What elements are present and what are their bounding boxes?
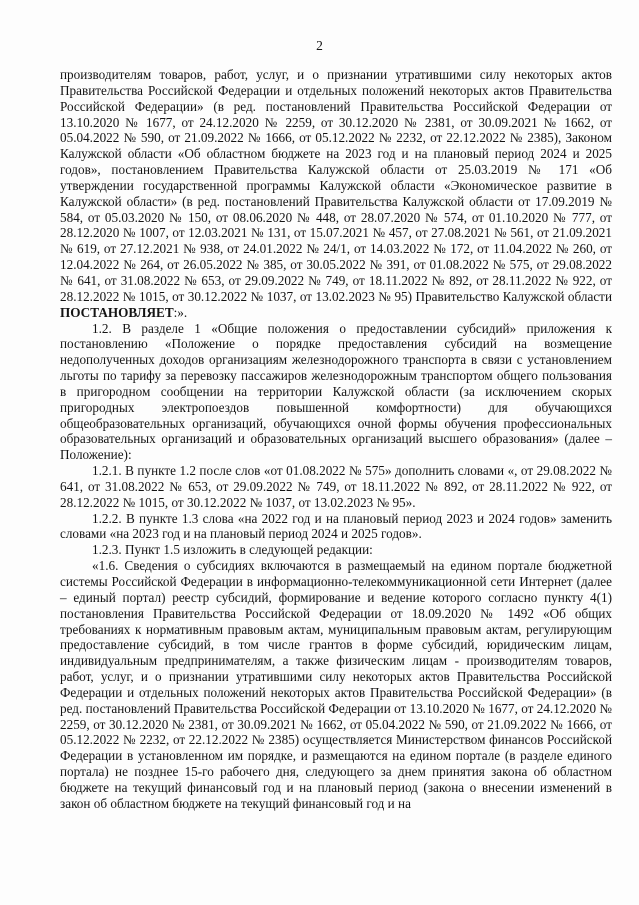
paragraph-1-2-1: 1.2.1. В пункте 1.2 после слов «от 01.08.2022 № 575» дополнить словами «, от 29.08.2022 № 641, от 31.08.2022 № 653, от 29.09.2022 № 749, от 18.11.2022 № 892, от 28.11.2022 № 922, от 28.12.2022 № 1015, от 30.12.2022 № 1037, от 13.02.2023 № 95». [60,463,612,510]
document-body [60,67,612,812]
paragraph-preamble-continuation [60,67,612,321]
preamble-tail: :». [173,304,188,320]
paragraph-1-2-3: 1.2.3. Пункт 1.5 изложить в следующей редакции: [92,542,373,558]
paragraph-1-6-quote: «1.6. Сведения о субсидиях включаются в размещаемый на едином портале бюджетной системы Российской Федерации в информационно-телекоммуникационной сети Интернет (далее – единый портал) реестр субсидий, формирование и ведение которого согласно пункту 4(1) постановления Правительства Российской Федерации от 18.09.2020 № 1492 «Об общих требованиях к нормативным правовым актам, муниципальным правовым актам, регулирующим предоставление субсидий, в том числе грантов в форме субсидий, юридическим лицам, индивидуальным предпринимателям, а также физическим лицам - производителям товаров, работ, услуг, и о признании утратившими силу некоторых актов Правительства Российской Федерации и отдельных положений некоторых актов Правительства Российской Федерации» (в ред. постановлений Правительства Российской Федерации от 13.10.2020 № 1677, от 24.12.2020 № 2259, от 30.12.2020 № 2381, от 30.09.2021 № 1662, от 05.04.2022 № 590, от 21.09.2022 № 1666, от 05.12.2022 № 2232, от 22.12.2022 № 2385) осуществляется Министерством финансов Российской Федерации в установленном им порядке, и размещаются на едином портале (в разделе единого портала) не позднее 15-го рабочего дня, следующего за днем принятия закона об областном бюджете на текущий финансовый год и на плановый период (закона о внесении изменений в закон об областном бюджете на текущий финансовый год и на [60,558,612,811]
preamble-text: производителям товаров, работ, услуг, и о признании утратившими силу некоторых актов Правительства Российской Федерации и отдельных положений некоторых актов Правительства Российской Федерации» (в ред. постановлений Правительства Российской Федерации от 13.10.2020 № 1677, от 24.12.2020 № 2259, от 30.12.2020 № 2381, от 30.09.2021 № 1662, от 05.04.2022 № 590, от 21.09.2022 № 1666, от 05.12.2022 № 2232, от 22.12.2022 № 2385), Законом Калужской области «Об областном бюджете на 2023 год и на плановый период 2024 и 2025 годов», постановлением Правительства Калужской области от 25.03.2019 № 171 «Об утверждении государственной программы Калужской области «Экономическое развитие в Калужской области» (в ред. постановлений Правительства Калужской области от 17.09.2019 № 584, от 05.03.2020 № 150, от 08.06.2020 № 448, от 28.07.2020 № 574, от 01.10.2020 № 777, от 28.12.2020 № 1007, от 12.03.2021 № 131, от 15.07.2021 № 457, от 27.08.2021 № 561, от 21.09.2021 № 619, от 27.12.2021 № 938, от 24.01.2022 № 24/1, от 14.03.2022 № 172, от 11.04.2022 № 260, от 12.04.2022 № 264, от 26.05.2022 № 385, от 30.05.2022 № 391, от 01.08.2022 № 575, от 29.08.2022 № 641, от 31.08.2022 № 653, от 29.09.2022 № 749, от 18.11.2022 № 892, от 28.11.2022 № 922, от 28.12.2022 № 1015, от 30.12.2022 № 1037, от 13.02.2023 № 95) Правительство Калужской области [60,67,612,304]
page-number: 2 [316,38,323,53]
paragraph-1-2-2: 1.2.2. В пункте 1.3 слова «на 2022 год и на плановый период 2023 и 2024 годов» заменить словами «на 2023 год и на плановый период 2024 и 2025 годов». [60,510,612,542]
resolves-keyword: ПОСТАНОВЛЯЕТ [60,304,174,320]
paragraph-1-2: 1.2. В разделе 1 «Общие положения о предоставлении субсидий» приложения к постановлению «Положение о порядке предоставления субсидий на возмещение недополученных доходов организациям железнодорожного транспорта в связи с установлением льготы по тарифу за перевозку пассажиров железнодорожным транспортом общего пользования в пригородном сообщении на территории Калужской области (за исключением скорых пригородных электропоездов повышенной комфортности) для обучающихся общеобразовательных организаций, обучающихся очной формы обучения профессиональных образовательных организаций и образовательных организаций высшего образования» (далее – Положение): [60,320,612,463]
